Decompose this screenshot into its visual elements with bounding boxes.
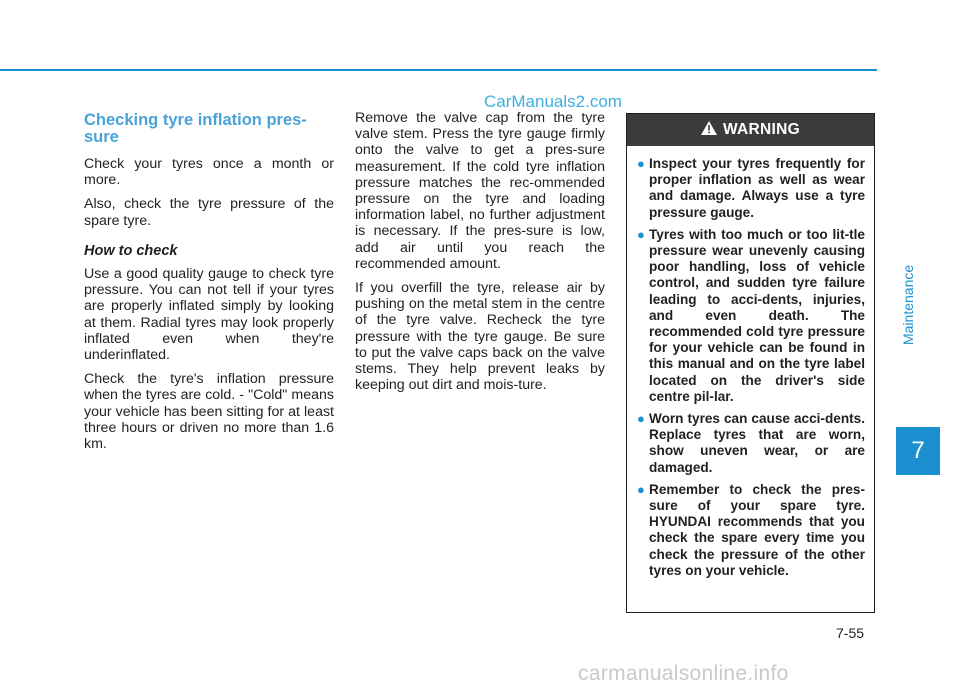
bullet-icon: ● — [637, 156, 645, 171]
side-tab-label: Maintenance — [900, 264, 916, 345]
bullet-icon: ● — [637, 226, 645, 242]
bullet-icon: ● — [637, 411, 645, 427]
bullet-icon: ● — [637, 481, 645, 497]
paragraph: Remove the valve cap from the tyre valve stem. Press the tyre gauge firmly onto the valve to get a pres-sure measurement. If the cold tyre inflation pressure matches the rec-ommended pressure on the tyre and loading information label, no further adjustment is necessary. If the pres-sure is low, add air until you reach the recommended amount. — [355, 110, 605, 272]
warning-triangle-icon — [701, 121, 717, 140]
paragraph: Check your tyres once a month or more. — [84, 156, 334, 189]
watermark-top[interactable]: CarManuals2.com — [484, 92, 622, 111]
chapter-number: 7 — [896, 427, 940, 475]
paragraph: Check the tyre's inflation pressure when the tyres are cold. - "Cold" means your vehicle has been sitting for at least three hours or driven no more than 1.6 km. — [84, 371, 334, 453]
warning-header — [627, 114, 874, 146]
paragraph: Also, check the tyre pressure of the spare tyre. — [84, 196, 334, 229]
middle-column — [355, 110, 605, 401]
warning-item: ● Remember to check the pres-sure of your spare tyre. HYUNDAI recommends that you check the spare every time you check the pressure of the other tyres on your vehicle. — [637, 481, 865, 578]
warning-title: WARNING — [722, 121, 800, 138]
warning-box — [626, 113, 875, 613]
watermark-bottom[interactable]: carmanualsonline.info — [578, 662, 789, 685]
warning-item: ● Worn tyres can cause acci-dents. Replace tyres that are worn, show uneven wear, or are damaged. — [637, 411, 865, 475]
top-rule — [0, 69, 877, 71]
warning-item: ● Tyres with too much or too lit-tle pressure wear unevenly causing poor handling, loss of vehicle control, and sudden tyre failure leading to acci-dents, injuries, and even death. The recommended cold tyre pressure for your vehicle can be found in this manual and on the tyre label located on the driver's side centre pil-lar. — [637, 226, 865, 404]
warning-item: ● Inspect your tyres frequently for proper inflation as well as wear and damage. Always use a tyre pressure gauge. — [637, 156, 865, 220]
paragraph: If you overfill the tyre, release air by pushing on the metal stem in the centre of the tyre valve. Recheck the tyre pressure with the tyre gauge. Be sure to put the valve caps back on the valve stems. They help prevent leaks by keeping out dirt and mois-ture. — [355, 280, 605, 394]
section-heading: Checking tyre inflation pres-sure — [84, 111, 307, 146]
subheading: How to check — [84, 242, 178, 259]
left-column — [84, 112, 334, 460]
paragraph: Use a good quality gauge to check tyre pressure. You can not tell if your tyres are properly inflated simply by looking at them. Radial tyres may look properly inflated even when they're underinflated. — [84, 266, 334, 364]
warning-list — [627, 146, 874, 579]
page-number: 7-55 — [836, 625, 865, 641]
